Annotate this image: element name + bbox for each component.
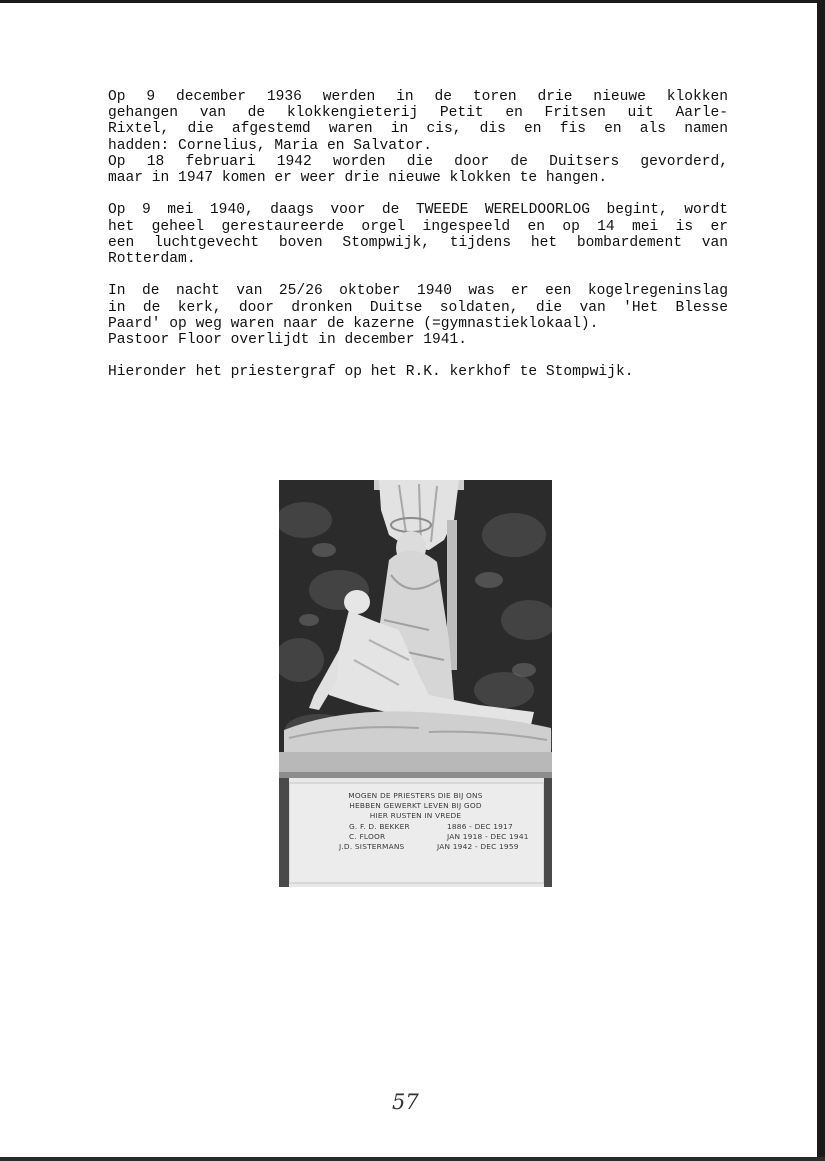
grave-plaque-inscription xyxy=(279,791,552,852)
text-line: hadden: Cornelius, Maria en Salvator. xyxy=(108,137,433,154)
text-line: Rixtel, die afgestemd waren in cis, dis en fis en als namen xyxy=(108,121,728,138)
scan-edge-top xyxy=(0,0,825,3)
text-line: Op 9 mei 1940, daags voor de TWEEDE WERELDOORLOG begint, wordt xyxy=(108,202,728,219)
priest-name: G. F. D. BEKKER xyxy=(349,821,410,831)
text-line: Rotterdam. xyxy=(108,251,196,268)
text-line: in de kerk, door dronken Duitse soldaten, die van 'Het Blesse xyxy=(108,299,728,316)
priest-name: C. FLOOR xyxy=(349,831,386,841)
priest-dates: 1886 - DEC 1917 xyxy=(447,821,513,831)
plaque-line: HIER RUSTEN IN VREDE xyxy=(369,811,462,821)
text-line: Pastoor Floor overlijdt in december 1941. xyxy=(108,332,468,349)
paragraph-bullets xyxy=(108,283,728,348)
text-line: Op 18 februari 1942 worden die door de Duitsers gevorderd, xyxy=(108,153,728,170)
text-line: Paard' op weg waren naar de kazerne (=gymnastieklokaal). xyxy=(108,315,599,332)
priest-dates: JAN 1918 - DEC 1941 xyxy=(447,831,529,841)
paragraph-grave xyxy=(108,364,728,380)
scan-edge-right xyxy=(817,0,825,1161)
plaque-priest-row xyxy=(279,842,552,852)
text-line: Hieronder het priestergraf op het R.K. kerkhof te Stompwijk. xyxy=(108,364,634,381)
text-line: gehangen van de klokkengieterij Petit en Fritsen uit Aarle- xyxy=(108,105,728,122)
text-line: Op 9 december 1936 werden in de toren drie nieuwe klokken xyxy=(108,89,728,105)
paragraph-organ xyxy=(108,202,728,267)
page-number: 57 xyxy=(392,1090,419,1114)
priest-name: J.D. SISTERMANS xyxy=(339,842,405,852)
plaque-line: MOGEN DE PRIESTERS DIE BIJ ONS xyxy=(348,791,483,800)
text-line: een luchtgevecht boven Stompwijk, tijdens het bombardement van xyxy=(108,234,728,251)
text-line: het geheel gerestaureerde orgel ingespeeld en op 14 mei is er xyxy=(108,218,728,235)
paragraph-bells xyxy=(108,89,728,186)
plaque-line: HEBBEN GEWERKT LEVEN BIJ GOD xyxy=(349,801,482,811)
priest-grave-photo xyxy=(279,480,552,887)
plaque-priest-row xyxy=(279,822,552,832)
text-line: maar in 1947 komen er weer drie nieuwe klokken te hangen. xyxy=(108,170,608,187)
priest-dates: JAN 1942 - DEC 1959 xyxy=(437,842,519,852)
plaque-priest-row xyxy=(279,832,552,842)
body-text xyxy=(108,89,728,397)
text-line: In de nacht van 25/26 oktober 1940 was er een kogelregeninslag xyxy=(108,283,728,300)
scan-edge-bottom xyxy=(0,1157,825,1161)
